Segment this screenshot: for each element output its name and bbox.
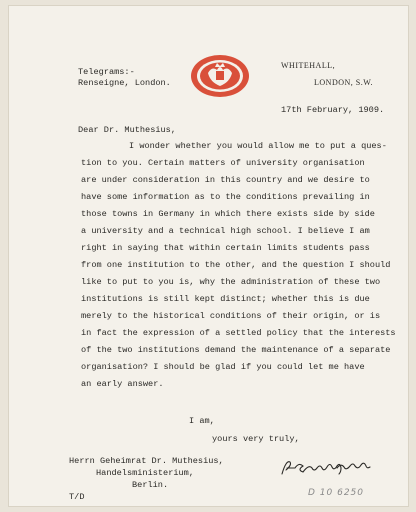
letter-page	[9, 6, 408, 506]
letterhead-city: LONDON, S.W.	[314, 78, 374, 87]
telegrams-label: Telegrams:-	[78, 67, 135, 77]
recipient-line: Berlin.	[132, 480, 169, 490]
body-line: tion to you. Certain matters of university organisation	[81, 158, 365, 168]
archive-pencil-note: D 10 6250	[308, 488, 365, 498]
closing-line: yours very truly,	[212, 434, 300, 444]
body-line: those towns in Germany in which there exists side by side	[81, 209, 375, 219]
body-line: merely to the historical conditions of their origin, or is	[81, 311, 381, 321]
body-line: I wonder whether you would allow me to put a ques-	[129, 141, 387, 151]
body-line: a university and a technical high school. I believe I am	[81, 226, 370, 236]
letter-date: 17th February, 1909.	[281, 105, 385, 115]
body-line: an early answer.	[81, 379, 164, 389]
typist-reference: T/D	[69, 492, 85, 502]
body-line: like to put to you is, why the administration of these two	[81, 277, 381, 287]
salutation: Dear Dr. Muthesius,	[78, 125, 176, 135]
body-line: have some information as to the conditions prevailing in	[81, 192, 370, 202]
board-of-education-seal	[190, 54, 250, 98]
letterhead-place: WHITEHALL,	[281, 61, 336, 70]
body-line: are under consideration in this country and we desire to	[81, 175, 370, 185]
body-line: organisation? I should be glad if you could let me have	[81, 362, 365, 372]
recipient-line: Herrn Geheimrat Dr. Muthesius,	[69, 456, 224, 466]
closing-line: I am,	[189, 416, 215, 426]
handwritten-signature	[279, 457, 383, 479]
body-line: from one institution to the other, and the question I should	[81, 260, 391, 270]
telegrams-address: Renseigne, London.	[78, 78, 171, 88]
body-line: institutions is still kept distinct; whether this is due	[81, 294, 370, 304]
body-line: in fact the expression of a settled policy that the interests	[81, 328, 396, 338]
body-line: of the two institutions demand the maintenance of a separate	[81, 345, 391, 355]
recipient-line: Handelsministerium,	[96, 468, 194, 478]
body-line: right in saying that within certain limits students pass	[81, 243, 370, 253]
